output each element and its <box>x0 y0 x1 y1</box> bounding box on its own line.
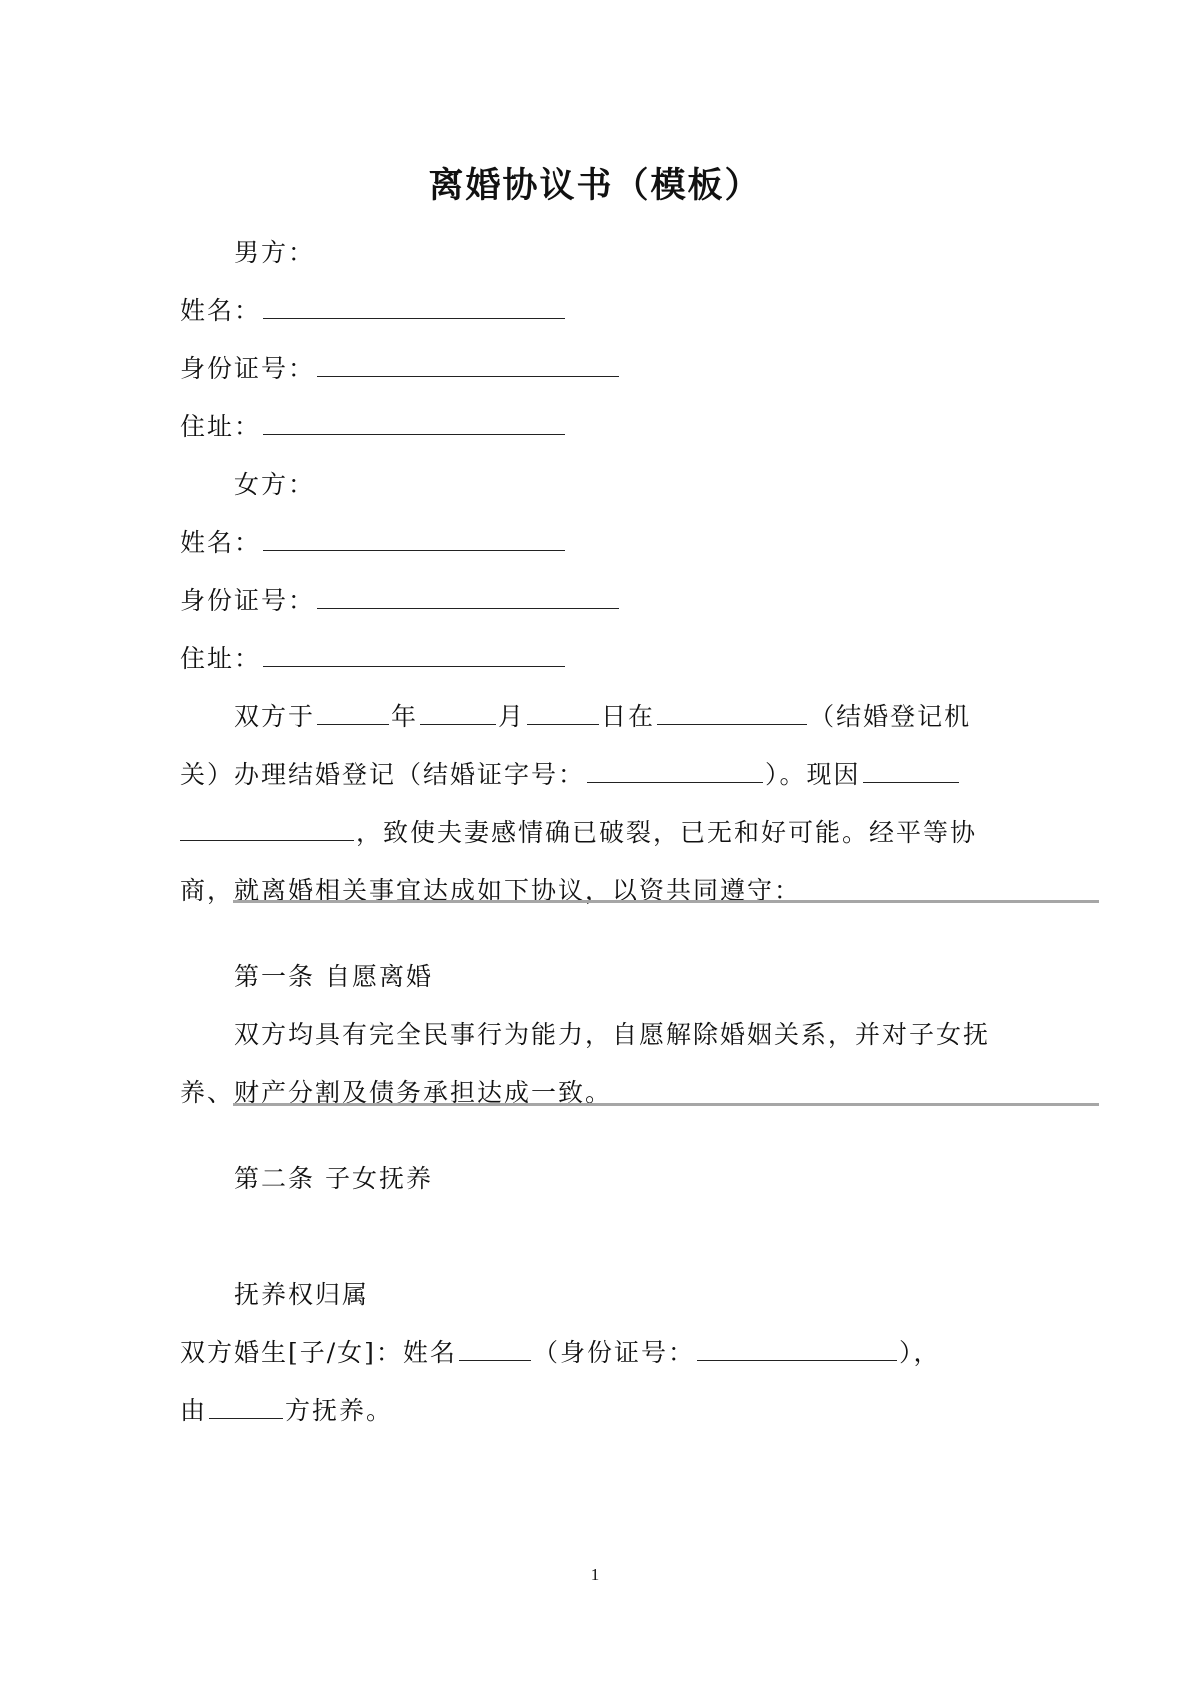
article-1-heading <box>234 960 433 994</box>
marriage-year-blank[interactable] <box>317 700 389 725</box>
male-address-row <box>180 410 567 444</box>
intro-line-3 <box>180 816 977 850</box>
article-2-text: ）， <box>898 1338 941 1367</box>
article-2-text: 双方婚生[子/女]：姓名 <box>180 1338 457 1367</box>
male-name-blank[interactable] <box>263 294 565 319</box>
page-number: 1 <box>590 1565 600 1584</box>
female-name-label: 姓名： <box>180 528 262 557</box>
child-id-blank[interactable] <box>697 1336 897 1361</box>
marriage-month-blank[interactable] <box>420 700 496 725</box>
reason-blank-1[interactable] <box>863 758 959 783</box>
article-2-line-1 <box>180 1336 940 1370</box>
article-1-text: 双方均具有完全民事行为能力，自愿解除婚姻关系，并对子女抚 <box>234 1020 991 1049</box>
document-title: 离婚协议书（模板） <box>428 166 762 206</box>
article-1-text: 养、财产分割及债务承担达成一致。 <box>180 1078 613 1107</box>
female-id-row <box>180 584 621 618</box>
female-address-blank[interactable] <box>263 642 565 667</box>
female-name-row <box>180 526 567 560</box>
article-1-heading-text: 第一条 自愿离婚 <box>234 962 433 991</box>
male-address-blank[interactable] <box>263 410 565 435</box>
child-name-blank[interactable] <box>459 1336 531 1361</box>
female-id-label: 身份证号： <box>180 586 316 615</box>
female-address-label: 住址： <box>180 644 262 673</box>
male-id-blank[interactable] <box>317 352 619 377</box>
article-2-text: 方抚养。 <box>285 1396 394 1425</box>
male-id-row <box>180 352 621 386</box>
intro-text: ，致使夫妻感情确已破裂，已无和好可能。经平等协 <box>356 818 978 847</box>
article-2-text: （身份证号： <box>532 1338 695 1367</box>
article-1-line-1 <box>234 1018 990 1052</box>
male-address-label: 住址： <box>180 412 262 441</box>
male-heading <box>234 236 315 270</box>
female-heading <box>234 468 315 502</box>
female-id-blank[interactable] <box>317 584 619 609</box>
female-heading-text: 女方： <box>234 470 316 499</box>
intro-text: 双方于 <box>234 702 316 731</box>
intro-text: 关）办理结婚登记（结婚证字号： <box>180 760 586 789</box>
intro-text: 商，就离婚相关事宜达成如下协议，以资共同遵守： <box>180 876 802 905</box>
intro-text: 月 <box>498 702 526 731</box>
male-heading-text: 男方： <box>234 238 316 267</box>
male-name-label: 姓名： <box>180 296 262 325</box>
intro-text: 日在 <box>601 702 656 731</box>
article-2-line-2 <box>180 1394 393 1428</box>
female-name-blank[interactable] <box>263 526 565 551</box>
custody-heading <box>234 1278 369 1312</box>
male-id-label: 身份证号： <box>180 354 316 383</box>
marriage-day-blank[interactable] <box>527 700 599 725</box>
article-2-heading <box>234 1162 433 1196</box>
male-name-row <box>180 294 567 328</box>
intro-line-1 <box>234 700 971 734</box>
certificate-number-blank[interactable] <box>587 758 763 783</box>
article-2-heading-text: 第二条 子女抚养 <box>234 1164 433 1193</box>
intro-text: （结婚登记机 <box>809 702 972 731</box>
female-address-row <box>180 642 567 676</box>
reason-blank-2[interactable] <box>180 816 354 841</box>
custody-heading-text: 抚养权归属 <box>234 1280 370 1309</box>
section-divider <box>233 1103 1099 1106</box>
section-divider <box>233 900 1099 903</box>
registry-office-blank[interactable] <box>657 700 807 725</box>
intro-line-2 <box>180 758 961 792</box>
custody-party-blank[interactable] <box>209 1394 283 1419</box>
intro-text: 年 <box>391 702 419 731</box>
intro-text: ）。现因 <box>765 760 861 789</box>
article-2-text: 由 <box>180 1396 208 1425</box>
